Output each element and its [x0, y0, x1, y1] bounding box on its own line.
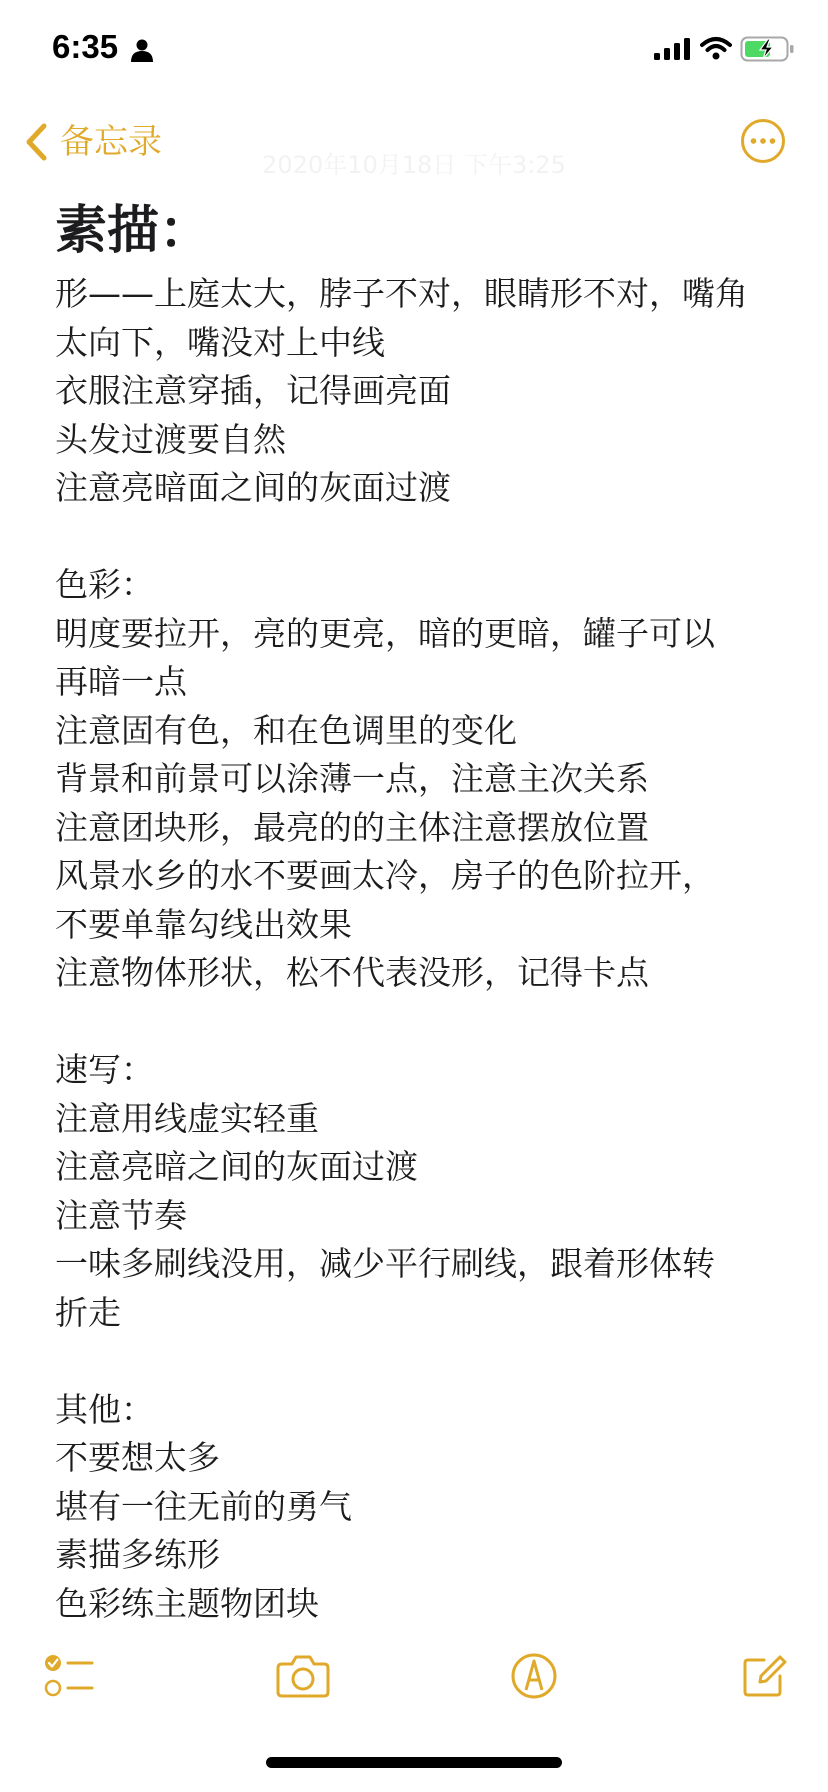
- compose-icon[interactable]: [740, 1652, 788, 1700]
- camera-icon[interactable]: [276, 1652, 330, 1700]
- note-line: 注意物体形状，松不代表没形，记得卡点: [55, 953, 649, 992]
- checklist-icon[interactable]: [44, 1652, 94, 1700]
- note-line: 注意团块形，最亮的的主体注意摆放位置: [55, 807, 649, 847]
- home-indicator[interactable]: [266, 1757, 562, 1768]
- note-line: [55, 998, 795, 1047]
- note-line: 不要单靠勾线出效果: [55, 904, 352, 944]
- note-line: [55, 513, 795, 562]
- note-line: 色彩练主题物团块: [55, 1583, 319, 1623]
- person-icon: [130, 38, 154, 62]
- nav-bar: [0, 110, 828, 179]
- note-line: [55, 1337, 795, 1386]
- markup-icon[interactable]: [510, 1652, 558, 1700]
- note-line: 折走: [55, 1292, 121, 1332]
- note-line: 明度要拉开，亮的更亮，暗的更暗，罐子可以: [55, 613, 715, 653]
- note-line: 形——上庭太大，脖子不对，眼睛形不对，嘴角: [55, 274, 748, 313]
- note-line: 速写：: [55, 1050, 154, 1089]
- note-line: 素描多练形: [55, 1535, 220, 1574]
- note-line: 其他：: [55, 1389, 154, 1429]
- status-bar: [0, 0, 828, 100]
- note-line: 注意亮暗面之间的灰面过渡: [55, 468, 451, 507]
- signal-icon: [654, 38, 690, 60]
- wifi-icon: [700, 36, 732, 60]
- note-line: 注意节奏: [55, 1195, 187, 1235]
- note-line: 一味多刷线没用，减少平行刷线，跟着形体转: [55, 1244, 715, 1283]
- note-line: 背景和前景可以涂薄一点，注意主次关系: [55, 759, 649, 798]
- battery-charging-icon: [740, 36, 796, 62]
- note-line: 不要想太多: [55, 1438, 220, 1477]
- ellipsis-circle-icon[interactable]: [740, 118, 786, 164]
- back-label: 备忘录: [60, 122, 162, 162]
- note-line: 注意亮暗之间的灰面过渡: [55, 1147, 418, 1186]
- note-line: 色彩：: [55, 565, 154, 604]
- note-line: 头发过渡要自然: [55, 419, 286, 459]
- note-line: 再暗一点: [55, 662, 187, 701]
- note-title: 素描：: [55, 201, 212, 261]
- note-lines: [55, 270, 795, 1628]
- note-body[interactable]: [55, 196, 795, 1628]
- note-line: 太向下，嘴没对上中线: [55, 322, 385, 362]
- status-time: 6:35: [52, 28, 119, 65]
- note-line: 堪有一往无前的勇气: [55, 1486, 352, 1526]
- note-line: 注意固有色，和在色调里的变化: [55, 710, 517, 750]
- note-line: 注意用线虚实轻重: [55, 1098, 319, 1138]
- bottom-toolbar: [0, 1642, 828, 1712]
- note-date: 2020年10月18日 下午3:25: [262, 151, 566, 179]
- note-line: 风景水乡的水不要画太冷，房子的色阶拉开，: [55, 856, 715, 895]
- note-line: 衣服注意穿插，记得画亮面: [55, 371, 451, 410]
